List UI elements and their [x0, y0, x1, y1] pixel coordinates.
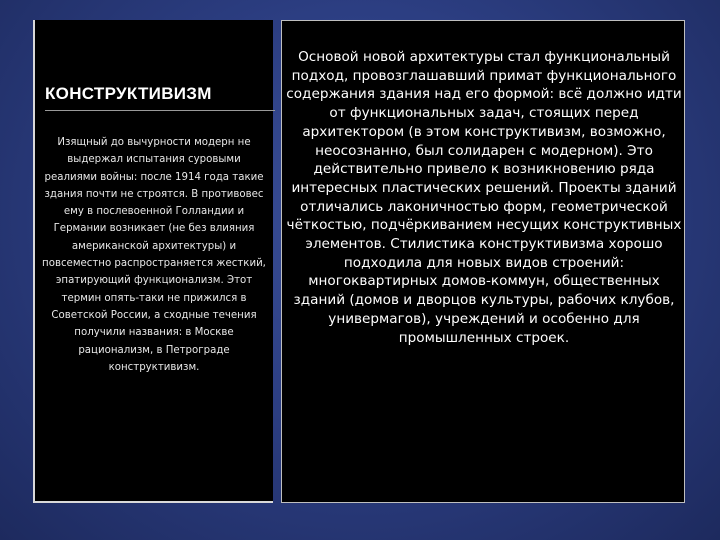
right-body-text: Основой новой архитектуры стал функциональный подход, провозглашавший примат функционального содержания здания над его формой: всё должно идти от функциональных задач, стоящих перед архитектором (в этом конструктивизм, возможно, неосознанно, был солидарен с модерном). Это действительно привело к возникновению ряда интересных пластических решений. Проекты зданий отличались лаконичностью форм, геометрической чёткостью, подчёркиванием несущих конструктивных элементов. Стилистика конструктивизма хорошо подходила для новых видов строений: многоквартирных домов-коммун, общественных зданий (домов и дворцов культуры, рабочих клубов, универмагов), учреждений и особенно для промышленных строек.: [286, 49, 682, 346]
slide-title: КОНСТРУКТИВИЗМ: [45, 84, 275, 111]
left-text-panel: [33, 20, 273, 503]
left-body-text: Изящный до вычурности модерн не выдержал испытания суровыми реалиями войны: после 1914 года такие здания почти не строятся. В противовес ему в послевоенной Голландии и Германии возникает (не без влияния американской архитектуры) и повсеместно распространяется жесткий, эпатирующий функционализм. Этот термин опять-таки не прижился в Советской России, а сходные течения получили названия: в Москве рационализм, в Петрограде конструктивизм.: [42, 137, 266, 373]
right-text-panel: [281, 20, 685, 503]
